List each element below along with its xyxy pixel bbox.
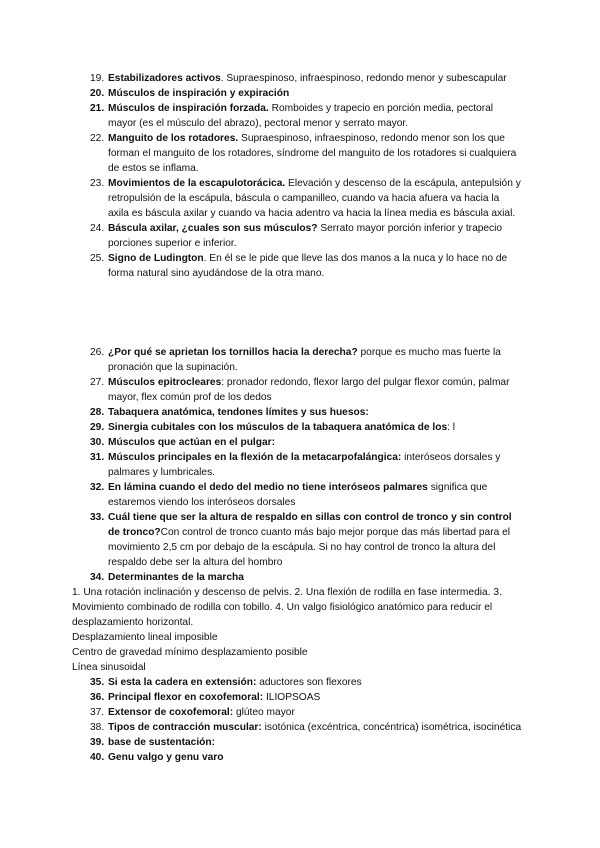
list-item [0,510,600,570]
center-of-gravity-line: Centro de gravedad mínimo desplazamiento posible [72,647,308,658]
list-item [0,690,600,705]
item-text: ILIOPSOAS [263,692,321,703]
item-title: Si esta la cadera en extensión: [108,677,257,688]
item-title: Sinergia cubitales con los músculos de la tabaquera anatómica de los [108,422,448,433]
list-item [0,750,600,765]
item-title: Tabaquera anatómica, tendones límites y sus huesos: [108,407,369,418]
list-item [0,221,600,251]
list-item [0,735,600,750]
item-title: Músculos de inspiración forzada. [108,103,269,114]
list-item [0,375,600,405]
item-number: 39. [90,737,105,748]
item-number: 23. [90,178,105,189]
item-number: 29. [90,422,105,433]
list-item [0,435,600,450]
item-text: Romboides y trapecio en porción media, pectoral mayor (es el músculo del abrazo), pectoral menor y serrato mayor. [108,103,494,129]
item-number: 28. [90,407,105,418]
list-item [0,86,600,101]
list-item [0,450,600,480]
item-number: 37. [90,707,105,718]
item-number: 25. [90,253,105,264]
list-item [0,345,600,375]
question-list-b [0,345,600,585]
item-text: : l [447,422,456,433]
item-title: Músculos epitrocleares [108,377,222,388]
item-number: 20. [90,88,105,99]
item-title: En lámina cuando el dedo del medio no tiene interóseos palmares [108,482,428,493]
item-text: glúteo mayor [233,707,295,718]
question-list-a [0,71,600,281]
linear-displacement-line: Desplazamiento lineal imposible [72,632,218,643]
item-text: aductores son flexores [256,677,362,688]
item-number: 35. [90,677,105,688]
item-text: Con control de tronco cuanto más bajo mejor porque das más libertad para el movimiento 2,5 cm por debajo de la escápula. Si no hay control de tronco la altura del respaldo debe ser la altura del hombro [108,527,511,568]
item-number: 21. [90,103,105,114]
item-text: : pronador redondo, flexor largo del pulgar flexor común, palmar mayor, flex común prof de los dedos [108,377,510,403]
item-number: 22. [90,133,105,144]
item-title: Extensor de coxofemoral: [108,707,234,718]
list-item [0,405,600,420]
item-text: Supraespinoso, infraespinoso, redondo menor son los que forman el manguito de los rotadores, síndrome del manguito de los rotadores si cualquiera de estos se inflama. [108,133,517,174]
item-title: Principal flexor en coxofemoral: [108,692,264,703]
list-item [0,176,600,221]
list-item [0,251,600,281]
item-number: 19. [90,73,105,84]
item-number: 27. [90,377,105,388]
list-item [0,131,600,176]
list-item [0,675,600,690]
item-title: Músculos que actúan en el pulgar: [108,437,275,448]
list-item [0,570,600,585]
item-number: 33. [90,512,105,523]
item-title: Cuál tiene que ser la altura de respaldo en sillas con control de tronco y sin control de tronco? [108,512,512,538]
item-title: ¿Por qué se aprietan los tornillos hacia la derecha? [108,347,358,358]
item-title: base de sustentación: [108,737,215,748]
item-title: Signo de Ludington [108,253,204,264]
item-text: Serrato mayor porción inferior y trapecio porciones superior e inferior. [108,223,503,249]
item-title: Tipos de contracción muscular: [108,722,262,733]
item-title: Báscula axilar, ¿cuales son sus músculos? [108,223,318,234]
item-number: 24. [90,223,105,234]
item-number: 34. [90,572,105,583]
item-number: 26. [90,347,105,358]
item-number: 36. [90,692,105,703]
item-number: 32. [90,482,105,493]
list-item [0,101,600,131]
item-number: 31. [90,452,105,463]
item-text: . Supraespinoso, infraespinoso, redondo menor y subescapular [220,73,507,84]
item-text: porque es mucho mas fuerte la pronación que la supinación. [108,347,501,373]
item-text: Elevación y descenso de la escápula, antepulsión y retropulsión de la escápula, báscula o campanilleo, cuando va hacia afuera va hacia la axila es báscula axilar y cuando va hacia adentro va hacia la línea media es báscula axial. [108,178,521,219]
item-title: Determinantes de la marcha [108,572,244,583]
question-list-top [0,71,600,281]
item-text: significa que estaremos viendo los interóseos dorsales [108,482,488,508]
item-title: Manguito de los rotadores. [108,133,239,144]
item-number: 30. [90,437,105,448]
list-item [0,480,600,510]
item-title: Movimientos de la escapulotorácica. [108,178,286,189]
item-title: Músculos de inspiración y expiración [108,88,290,99]
item-number: 38. [90,722,105,733]
item-title: Músculos principales en la flexión de la metacarpofalángica: [108,452,402,463]
item-text: isotónica (excéntrica, concéntrica) isométrica, isocinética [261,722,522,733]
item-title: Estabilizadores activos [108,73,221,84]
sinusoidal-line: Línea sinusoidal [72,662,146,673]
gait-determinants-list: 1. Una rotación inclinación y descenso de pelvis. 2. Una flexión de rodilla en fase intermedia. 3. Movimiento combinado de rodilla con tobillo. 4. Un valgo fisiológico anatómico para reducir el desplazamiento horizontal. [72,587,502,628]
list-item [0,71,600,86]
question-list-c [0,675,600,765]
item-text: . En él se le pide que lleve las dos manos a la nuca y lo hace no de forma natural sino ayudándose de la otra mano. [108,253,508,279]
list-item [0,420,600,435]
item-text: interóseos dorsales y palmares y lumbricales. [108,452,501,478]
list-item [0,705,600,720]
item-title: Genu valgo y genu varo [108,752,224,763]
item-number: 40. [90,752,105,763]
question-list-bottom [0,345,600,765]
gait-determinants-text [0,585,600,675]
list-item [0,720,600,735]
